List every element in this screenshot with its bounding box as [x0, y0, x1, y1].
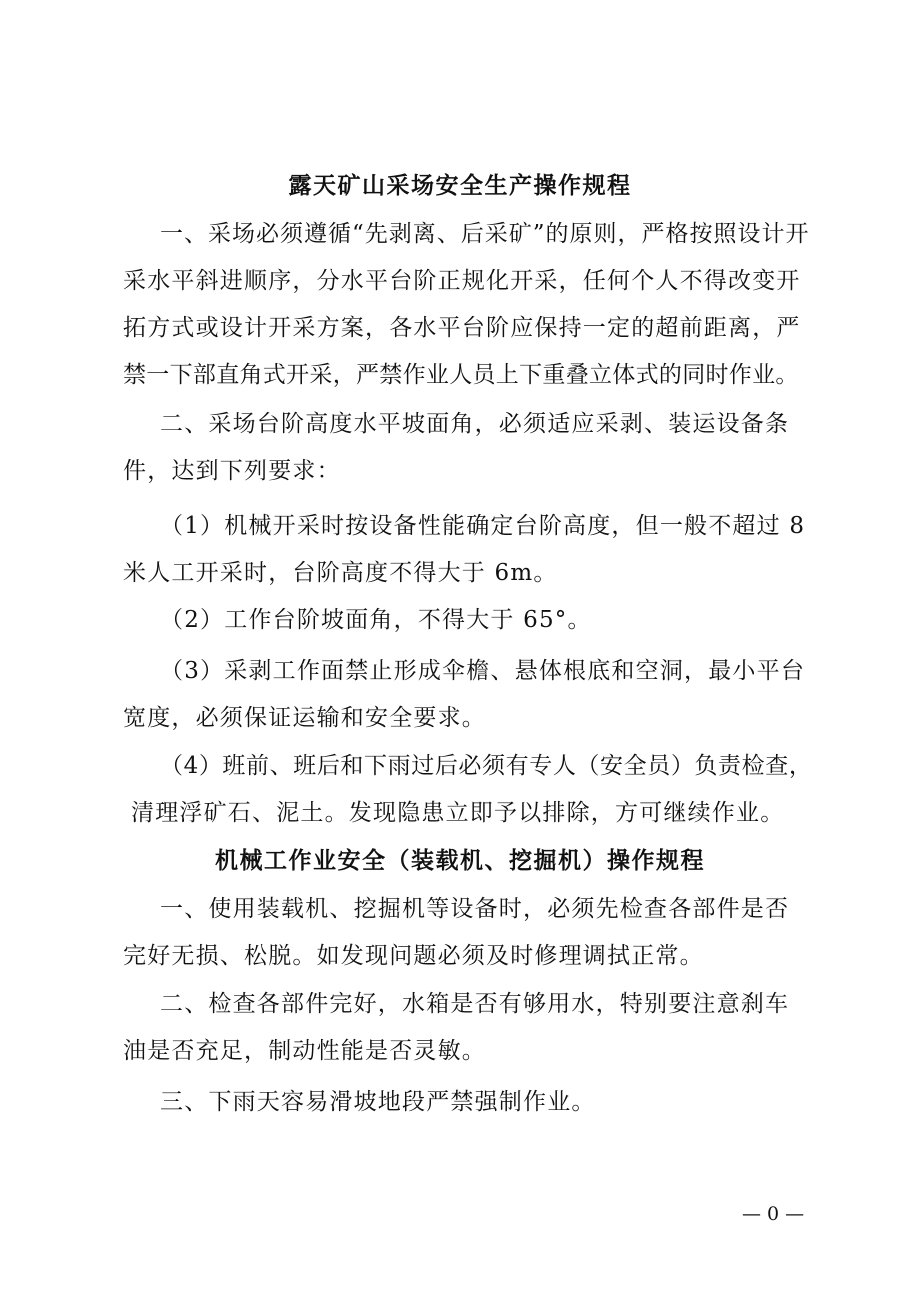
paragraph-line: 宽度，必须保证运输和安全要求。 — [123, 705, 486, 731]
paragraph-line: 禁一下部直角式开采，严禁作业人员上下重叠立体式的同时作业。 — [123, 362, 799, 388]
paragraph-line: 油是否充足，制动性能是否灵敏。 — [123, 1038, 486, 1064]
paragraph-line: 三、下雨天容易滑坡地段严禁强制作业。 — [160, 1089, 596, 1115]
paragraph-line: 拓方式或设计开采方案，各水平台阶应保持一定的超前距离，严 — [123, 315, 801, 341]
paragraph-line: （2）工作台阶坡面角，不得大于 65°。 — [160, 607, 592, 633]
paragraph-line: 二、检查各部件完好，水箱是否有够用水，特别要注意刹车 — [160, 991, 790, 1017]
paragraph-line: 完好无损、松脱。如发现问题必须及时修理调拭正常。 — [123, 943, 704, 969]
paragraph-line: （1）机械开采时按设备性能确定台阶高度，但一般不超过 8 — [160, 513, 806, 539]
paragraph-line: （3）采剥工作面禁止形成伞檐、悬体根底和空洞，最小平台 — [160, 658, 806, 684]
paragraph-line: 米人工开采时，台阶高度不得大于 6m。 — [123, 560, 558, 586]
paragraph-line: （4）班前、班后和下雨过后必须有专人（安全员）负责检查， — [160, 753, 813, 779]
section-title-open-pit: 露天矿山采场安全生产操作规程 — [288, 172, 632, 199]
page-number: — 0 — — [742, 1203, 805, 1225]
paragraph-line: 件，达到下列要求： — [123, 458, 341, 484]
paragraph-line: 一、使用装载机、挖掘机等设备时，必须先检查各部件是否 — [160, 896, 790, 922]
paragraph-line: 二、采场台阶高度水平坡面角，必须适应采剥、装运设备条 — [160, 411, 790, 437]
paragraph-line: 清理浮矿石、泥土。发现隐患立即予以排除，方可继续作业。 — [131, 800, 785, 826]
paragraph-line: 一、采场必须遵循“先剥离、后采矿”的原则，严格按照设计开 — [160, 221, 810, 247]
section-title-machinery: 机械工作业安全（装载机、挖掘机）操作规程 — [215, 847, 705, 874]
paragraph-line: 采水平斜进顺序，分水平台阶正规化开采，任何个人不得改变开 — [123, 268, 801, 294]
